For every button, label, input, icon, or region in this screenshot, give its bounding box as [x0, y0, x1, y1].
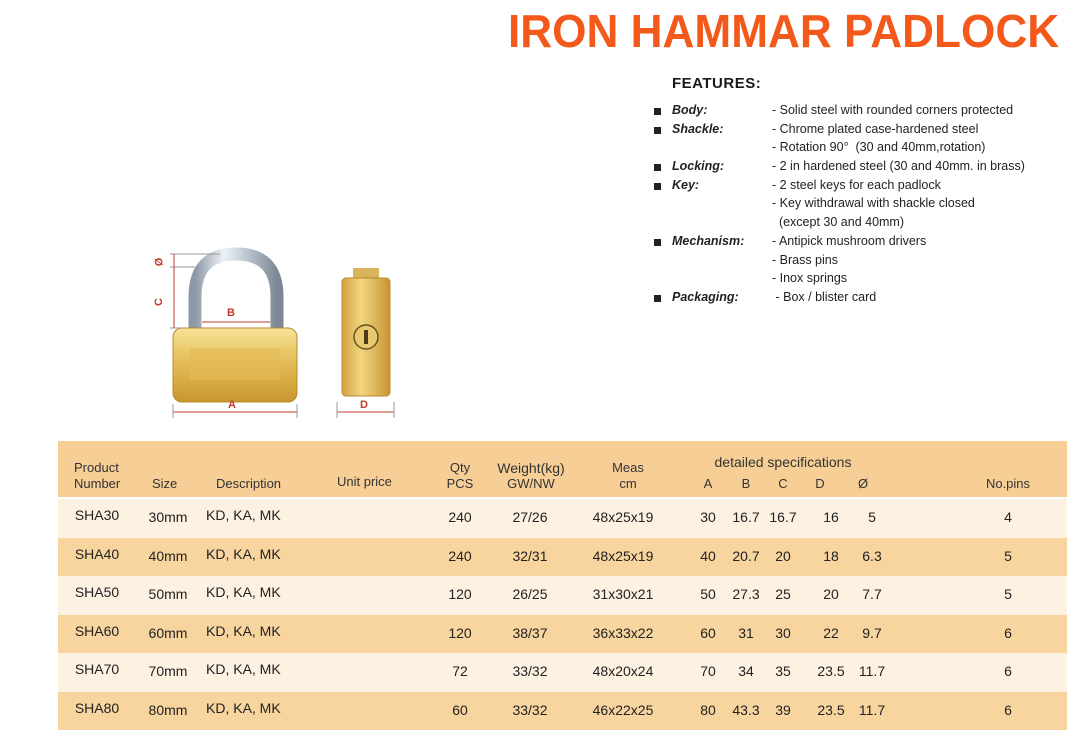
header-product-number-1: Product — [74, 460, 119, 475]
cell-product-number: SHA30 — [74, 507, 120, 523]
cell-d: 23.5 — [817, 663, 845, 679]
cell-b: 27.3 — [732, 586, 760, 602]
cell-b: 31 — [738, 624, 754, 641]
feature-value: - 2 in hardened steel (30 and 40mm. in brass) — [772, 159, 1025, 174]
header-description: Description — [216, 476, 282, 491]
dim-label-b: B — [227, 307, 235, 319]
cell-qty: 60 — [452, 701, 468, 718]
header-meas-1: Meas — [612, 460, 644, 475]
cell-weight: 32/31 — [512, 547, 548, 564]
cell-size: 50mm — [148, 586, 188, 602]
feature-label: Shackle: — [672, 121, 724, 136]
feature-value: - 2 steel keys for each padlock — [772, 177, 941, 192]
header-d: D — [815, 476, 825, 491]
bullet-icon — [654, 164, 661, 171]
cell-pins: 4 — [1004, 509, 1012, 525]
cell-qty: 72 — [452, 663, 468, 679]
cell-pins: 5 — [1004, 547, 1012, 564]
cell-description: KD, KA, MK — [206, 699, 281, 716]
cell-qty: 120 — [448, 624, 472, 641]
table-row — [58, 692, 1067, 731]
cell-size: 60mm — [148, 624, 188, 641]
cell-description: KD, KA, MK — [206, 661, 281, 677]
cell-description: KD, KA, MK — [206, 507, 281, 523]
cell-product-number: SHA80 — [74, 699, 120, 716]
cell-qty: 120 — [448, 586, 472, 602]
padlock-front-diagram — [150, 242, 310, 424]
dim-label-c: C — [152, 298, 165, 306]
cell-c: 35 — [775, 663, 791, 679]
cell-size: 40mm — [148, 547, 188, 564]
cell-b: 34 — [738, 663, 754, 679]
header-a: A — [703, 476, 713, 491]
header-qty-2: PCS — [446, 476, 474, 491]
cell-meas: 36x33x22 — [592, 624, 654, 641]
cell-pins: 6 — [1004, 663, 1012, 679]
feature-value: - Brass pins — [772, 252, 838, 267]
feature-value: - Rotation 90° (30 and 40mm,rotation) — [772, 140, 986, 155]
cell-meas: 48x25x19 — [592, 547, 654, 564]
cell-size: 80mm — [148, 701, 188, 718]
cell-qty: 240 — [448, 509, 472, 525]
bullet-icon — [654, 295, 661, 302]
header-b: B — [741, 476, 751, 491]
cell-phi: 11.7 — [858, 701, 886, 718]
bullet-icon — [654, 239, 661, 246]
dim-label-a: A — [228, 399, 236, 411]
cell-b: 16.7 — [732, 509, 760, 525]
feature-label: Mechanism: — [672, 233, 745, 248]
header-weight-1: Weight(kg) — [497, 460, 565, 476]
feature-value: - Inox springs — [772, 271, 848, 286]
header-meas-2: cm — [619, 476, 637, 491]
cell-weight: 27/26 — [512, 509, 548, 525]
cell-meas: 48x25x19 — [592, 509, 654, 525]
table-row — [58, 499, 1067, 538]
cell-c: 30 — [775, 624, 791, 641]
table-body — [58, 499, 1067, 730]
cell-pins: 6 — [1004, 624, 1012, 641]
header-size: Size — [152, 476, 178, 491]
header-phi: Ø — [857, 476, 869, 491]
table-row — [58, 538, 1067, 577]
feature-label: Body: — [672, 103, 708, 117]
cell-a: 60 — [700, 624, 716, 641]
cell-b: 43.3 — [732, 701, 760, 718]
cell-product-number: SHA70 — [74, 661, 120, 677]
cell-description: KD, KA, MK — [206, 622, 281, 639]
padlock-side-diagram — [332, 262, 402, 422]
bullet-icon — [654, 183, 661, 190]
cell-a: 70 — [700, 663, 716, 679]
dim-label-phi: Ø — [153, 257, 166, 267]
cell-phi: 5 — [868, 509, 876, 525]
cell-a: 40 — [700, 547, 716, 564]
cell-c: 16.7 — [769, 509, 797, 525]
cell-pins: 6 — [1004, 701, 1012, 718]
header-detailed-specs: detailed specifications — [714, 454, 852, 470]
cell-d: 18 — [823, 547, 839, 564]
table-row — [58, 653, 1067, 692]
cell-phi: 6.3 — [862, 547, 882, 564]
feature-value: - Box / blister card — [772, 289, 877, 304]
cell-a: 50 — [700, 586, 716, 602]
cell-pins: 5 — [1004, 586, 1012, 602]
cell-weight: 26/25 — [512, 586, 548, 602]
table-row — [58, 615, 1067, 654]
bullet-icon — [654, 108, 661, 115]
feature-value: - Key withdrawal with shackle closed — [772, 196, 975, 211]
cell-a: 80 — [700, 701, 716, 718]
cell-size: 70mm — [148, 663, 188, 679]
header-product-number-2: Number — [74, 476, 121, 491]
header-qty-1: Qty — [449, 460, 471, 475]
cell-c: 25 — [775, 586, 791, 602]
feature-label: Packaging: — [672, 289, 739, 304]
cell-weight: 33/32 — [512, 663, 548, 679]
cell-meas: 31x30x21 — [592, 586, 654, 602]
dim-label-d: D — [360, 399, 368, 411]
cell-d: 20 — [823, 586, 839, 602]
cell-b: 20.7 — [732, 547, 760, 564]
table-header — [58, 441, 1067, 497]
cell-d: 22 — [823, 624, 839, 641]
feature-value: - Antipick mushroom drivers — [772, 233, 927, 248]
header-unit-price: Unit price — [337, 474, 392, 489]
feature-label: Locking: — [672, 159, 725, 174]
cell-product-number: SHA60 — [74, 622, 120, 639]
feature-label: Key: — [672, 177, 700, 192]
cell-product-number: SHA50 — [74, 584, 120, 600]
cell-phi: 11.7 — [858, 663, 886, 679]
cell-a: 30 — [700, 509, 716, 525]
bullet-icon — [654, 127, 661, 134]
features-heading: FEATURES: — [672, 75, 762, 92]
cell-meas: 46x22x25 — [592, 701, 654, 718]
header-pins: No.pins — [985, 476, 1031, 491]
feature-value: - Solid steel with rounded corners protected — [772, 103, 1014, 117]
cell-d: 16 — [823, 509, 839, 525]
cell-weight: 38/37 — [512, 624, 548, 641]
cell-c: 20 — [775, 547, 791, 564]
cell-size: 30mm — [148, 509, 188, 525]
header-weight-2: GW/NW — [507, 476, 555, 491]
cell-phi: 9.7 — [862, 624, 882, 641]
page-title: IRON HAMMAR PADLOCK — [507, 5, 1059, 57]
table-row — [58, 576, 1067, 615]
feature-value: (except 30 and 40mm) — [772, 215, 905, 230]
cell-c: 39 — [775, 701, 791, 718]
cell-product-number: SHA40 — [74, 545, 120, 562]
header-c: C — [778, 476, 788, 491]
cell-qty: 240 — [448, 547, 472, 564]
cell-description: KD, KA, MK — [206, 584, 281, 600]
feature-value: - Chrome plated case-hardened steel — [772, 121, 979, 136]
cell-d: 23.5 — [817, 701, 845, 718]
cell-description: KD, KA, MK — [206, 545, 281, 562]
cell-phi: 7.7 — [862, 586, 882, 602]
cell-meas: 48x20x24 — [592, 663, 654, 679]
cell-weight: 33/32 — [512, 701, 548, 718]
